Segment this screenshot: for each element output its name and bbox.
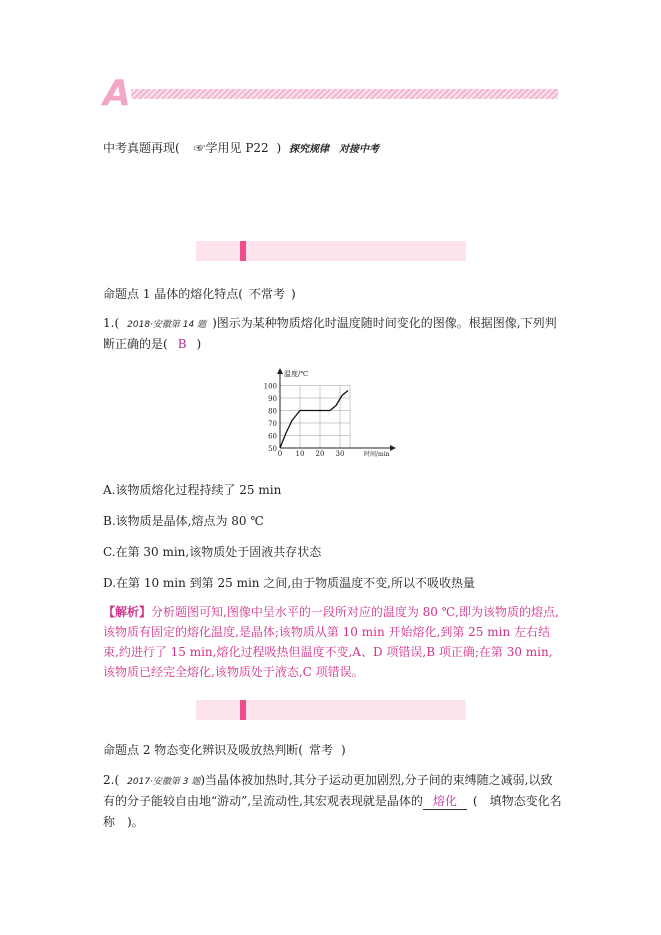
topic-2-title [103,741,346,758]
header-tag: 探究规律 对接中考 [289,144,380,155]
divider-bar [196,241,466,261]
q1-source: 2018·安徽第 14 题 [127,320,207,330]
topic-1-frequency: 不常考 [248,287,285,301]
q2-text-1: )当晶体被加热时,其分子运动更加剧烈,分子间的束缚随之减弱,以致 [200,773,553,787]
q2-text-2: 有的分子能较自由地“游动”,呈流动性,其宏观表现就是晶体的 [103,794,423,808]
q1-stem-line1 [103,314,557,331]
y-tick-label: 100 [263,382,277,391]
header-title: 中考真题再现( [103,141,180,155]
header-close: ) [276,141,282,155]
q2-answer-blank: 熔化 [423,792,467,810]
topic-2-label: 命题点 2 物态变化辨识及吸放热判断( [103,743,303,757]
q1-number: 1.( [103,316,120,330]
divider-bar [196,700,466,720]
q2-number: 2.( [103,773,120,787]
topic-2-close: ) [340,743,346,757]
analysis-label: 【解析】 [103,605,152,619]
section-header [103,139,379,156]
x-tick-label: 30 [335,450,345,458]
q2-source: 2017·安徽第 3 题 [127,777,201,787]
header-ref: ☞学用见 P22 [193,141,269,155]
topic-1-label: 命题点 1 晶体的熔化特点( [103,287,243,301]
q2-line3: 称 )。 [103,815,144,829]
q2-text-3: ( 填物态变化名 [472,794,562,808]
topic-1-title [103,285,296,302]
q1-stem-text-2: 断正确的是( [103,337,168,351]
q2-line1 [103,771,553,788]
y-tick-label: 80 [268,407,277,416]
q1-option-b: B.该物质是晶体,熔点为 80 ℃ [103,514,264,528]
q1-answer: B [177,337,187,351]
x-axis-arrow [390,445,396,451]
topic-1-close: ) [290,287,296,301]
y-tick-label: 90 [268,395,277,403]
x-axis-label: 时间/min [364,451,390,458]
q1-option-c: C.在第 30 min,该物质处于固液共存状态 [103,545,322,559]
y-tick-label: 60 [268,432,277,441]
y-axis-arrow [277,368,283,374]
q1-stem-text: )图示为某种物质熔化时温度随时间变化的图像。根据图像,下列判 [212,316,557,330]
melting-curve [280,391,348,449]
q1-option-a: A.该物质熔化过程持续了 25 min [103,483,282,497]
topic-2-frequency: 常考 [308,743,333,757]
x-tick-label: 0 [277,450,283,458]
y-tick-label: 50 [268,445,277,453]
x-tick-label: 10 [295,450,305,458]
q1-stem-line2 [103,335,201,352]
q2-line2 [103,792,562,810]
analysis-text: 分析题图可知,图像中呈水平的一段所对应的温度为 80 ℃,即为该物质的熔点,该物质有固定的熔化温度,是晶体;该物质从第 10 min 开始熔化,到第 25 min 左右结束,约进行了 15 min,熔化过程吸热但温度不变,A、D 项错误,B 项正确;在第 30 min,该物质已经完全熔化,该物质处于液态,C 项错误。 [103,605,559,679]
x-tick-label: 20 [315,450,325,458]
banner-letter: A [103,73,131,114]
q1-analysis [103,602,563,682]
melting-curve-chart [262,368,402,460]
y-tick-label: 70 [268,420,277,428]
q1-option-d: D.在第 10 min 到第 25 min 之间,由于物质温度不变,所以不吸收热量 [103,576,475,590]
q1-close: ) [196,337,202,351]
banner-stripe [131,89,558,99]
y-axis-label: 温度/℃ [284,370,309,378]
section-banner [103,73,558,114]
divider-bar-mark [240,241,246,261]
divider-bar-mark [240,700,246,720]
